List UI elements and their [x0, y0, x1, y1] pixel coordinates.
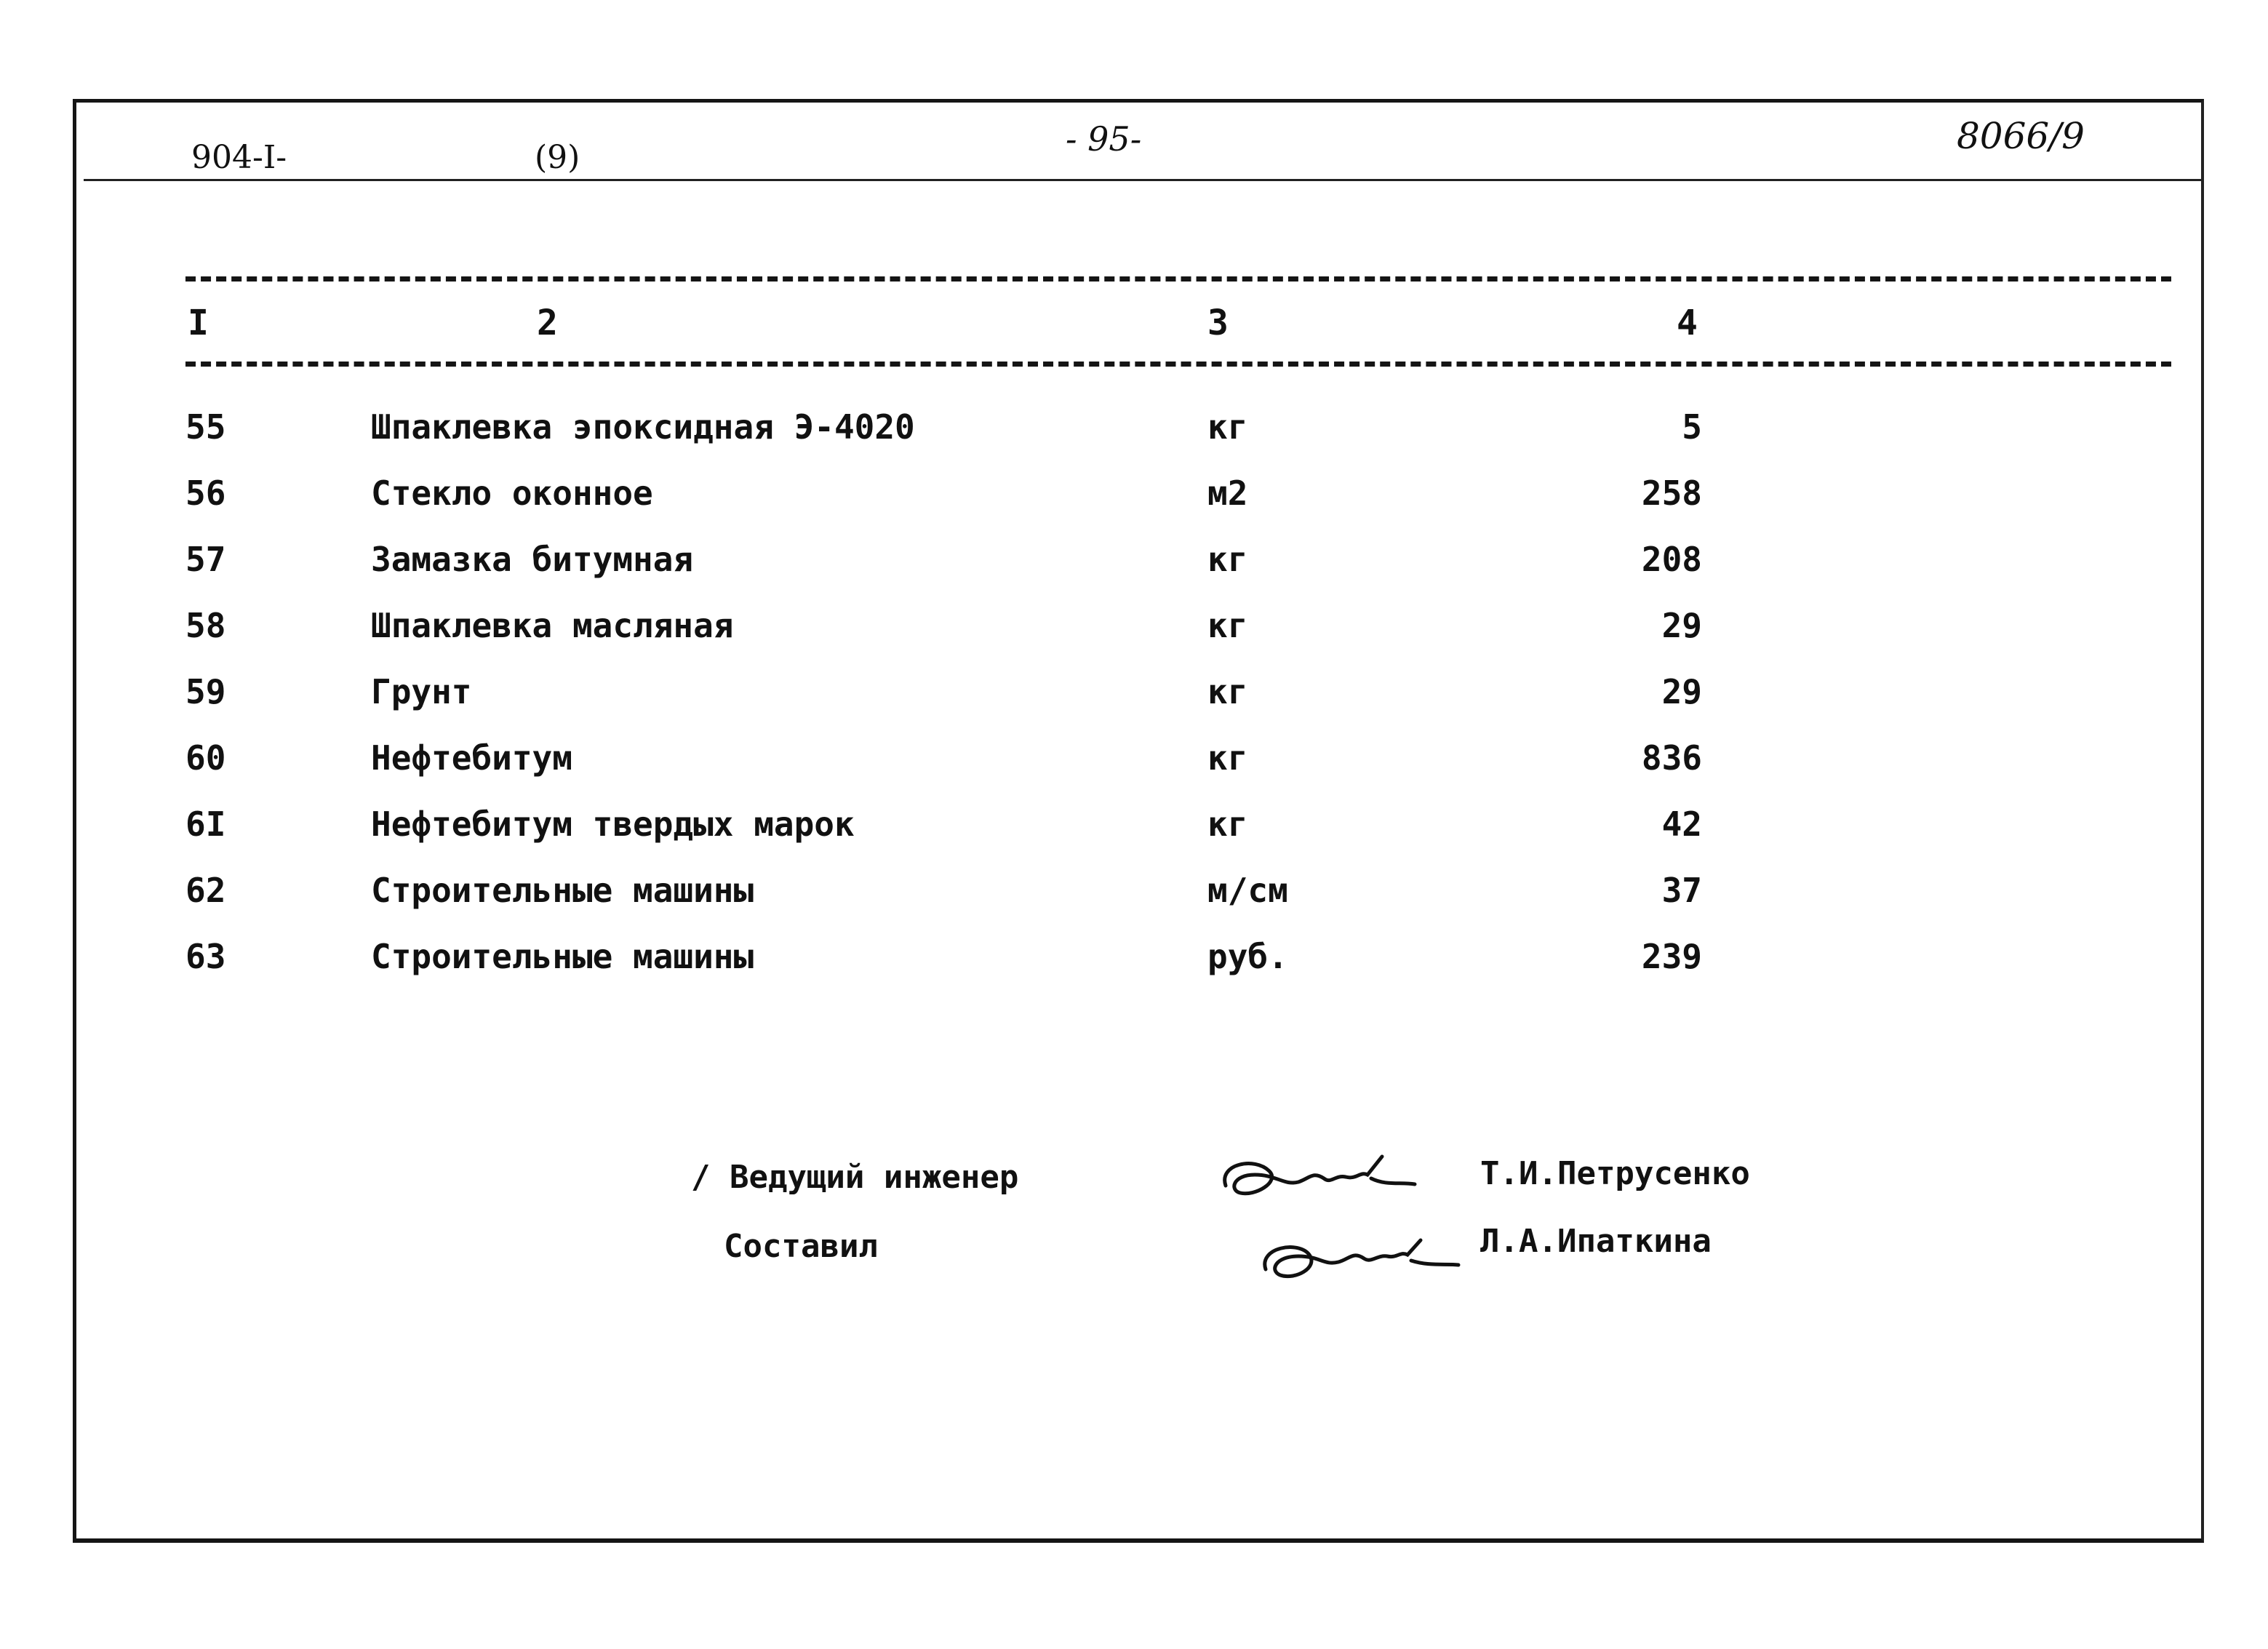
- lead-engineer-role: / Ведущий инженер: [691, 1159, 1019, 1196]
- row-number: 58: [185, 606, 226, 645]
- table-row: [0, 869, 2268, 912]
- row-number: 59: [185, 672, 226, 711]
- lead-engineer-name: Т.И.Петрусенко: [1480, 1155, 1750, 1192]
- material-name: Нефтебитум твердых марок: [371, 804, 855, 844]
- column-header-2: 2: [537, 303, 558, 343]
- row-number: 62: [185, 871, 226, 910]
- row-number: 55: [185, 407, 226, 447]
- row-number: 60: [185, 738, 226, 778]
- material-name: Шпаклевка эпоксидная Э-4020: [371, 407, 915, 447]
- inventory-number: 8066/9: [1957, 115, 2085, 157]
- quantity: 42: [1661, 804, 1702, 844]
- row-number: 56: [185, 474, 226, 513]
- quantity: 208: [1641, 540, 1702, 579]
- unit: кг: [1207, 606, 1248, 645]
- table-row: [0, 538, 2268, 581]
- material-name: Замазка битумная: [371, 540, 694, 579]
- material-name: Строительные машины: [371, 937, 754, 976]
- unit: м2: [1207, 474, 1248, 513]
- quantity: 5: [1682, 407, 1702, 447]
- table-top-rule: [185, 276, 2171, 282]
- compiler-role: Составил: [724, 1228, 878, 1265]
- lead-engineer-signature: [1211, 1142, 1429, 1215]
- quantity: 29: [1661, 672, 1702, 711]
- unit: руб.: [1207, 937, 1288, 976]
- table-row: [0, 405, 2268, 449]
- table-row: [0, 935, 2268, 978]
- unit: кг: [1207, 407, 1248, 447]
- quantity: 37: [1661, 871, 1702, 910]
- compiler-signature: [1255, 1218, 1466, 1291]
- document-code: 904-I-: [191, 139, 287, 176]
- table-row: [0, 471, 2268, 515]
- row-number: 6I: [185, 804, 226, 844]
- unit: м/см: [1207, 871, 1288, 910]
- compiler-name: Л.А.Ипаткина: [1480, 1223, 1712, 1260]
- quantity: 239: [1641, 937, 1702, 976]
- unit: кг: [1207, 804, 1248, 844]
- unit: кг: [1207, 672, 1248, 711]
- table-row: [0, 604, 2268, 647]
- table-row: [0, 802, 2268, 846]
- quantity: 836: [1641, 738, 1702, 778]
- unit: кг: [1207, 540, 1248, 579]
- row-number: 63: [185, 937, 226, 976]
- column-header-3: 3: [1207, 303, 1229, 343]
- quantity: 258: [1641, 474, 1702, 513]
- material-name: Нефтебитум: [371, 738, 572, 778]
- column-header-4: 4: [1677, 303, 1698, 343]
- table-header-rule: [185, 362, 2171, 367]
- column-header-1: I: [188, 303, 209, 343]
- page-number: - 95-: [1066, 119, 1142, 159]
- material-name: Строительные машины: [371, 871, 754, 910]
- header-divider: [84, 179, 2204, 181]
- row-number: 57: [185, 540, 226, 579]
- material-name: Стекло оконное: [371, 474, 653, 513]
- table-row: [0, 670, 2268, 714]
- table-row: [0, 736, 2268, 780]
- quantity: 29: [1661, 606, 1702, 645]
- material-name: Шпаклевка масляная: [371, 606, 734, 645]
- unit: кг: [1207, 738, 1248, 778]
- material-name: Грунт: [371, 672, 472, 711]
- sheet-number: (9): [535, 139, 580, 176]
